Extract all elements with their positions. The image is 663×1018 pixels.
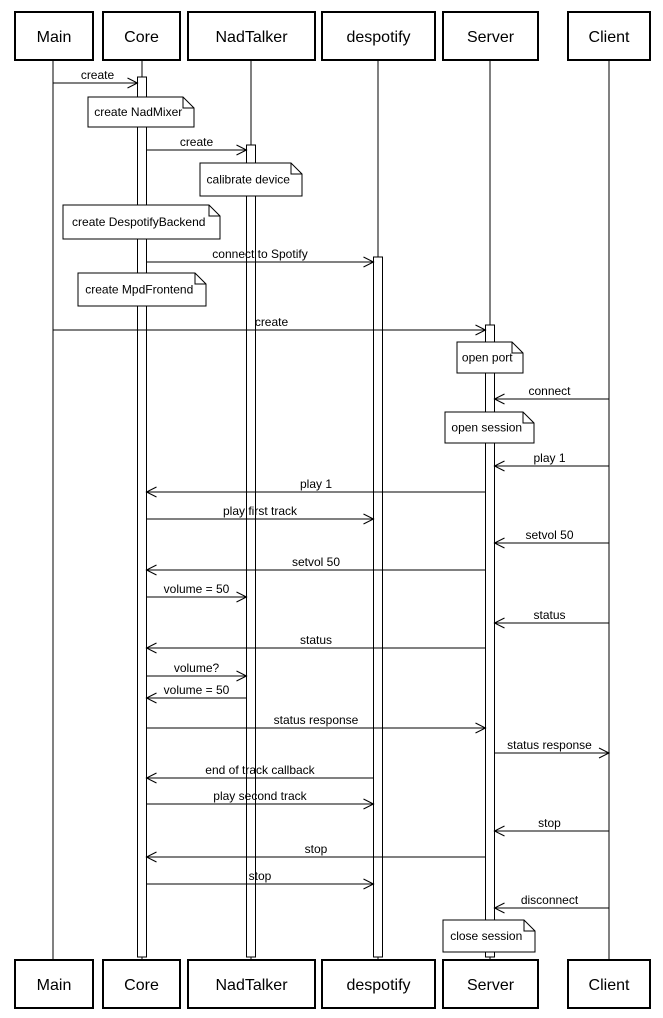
message-label: create [254, 315, 289, 329]
message-label: play 1 [533, 451, 566, 465]
message-label: end of track callback [205, 763, 315, 777]
actor-label-bottom-Server: Server [466, 977, 515, 994]
actor-label-bottom-Main: Main [36, 977, 72, 994]
actor-label-top-Client: Client [588, 29, 630, 46]
note-label: calibrate device [206, 172, 290, 187]
actor-label-top-NadTalker: NadTalker [215, 29, 288, 46]
actor-label-bottom-Core: Core [124, 977, 159, 994]
message-label: status [533, 608, 566, 622]
note-label: open port [461, 350, 513, 365]
message-label: create [80, 68, 115, 82]
message-label: play first track [222, 504, 298, 518]
message-label: setvol 50 [525, 528, 574, 542]
activation-bar-despotify [374, 257, 383, 957]
message-label: stop [248, 869, 272, 883]
message-label: volume = 50 [163, 683, 230, 697]
message-label: volume? [173, 661, 220, 675]
message-label: volume = 50 [163, 582, 230, 596]
note-label: create MpdFrontend [85, 282, 194, 297]
note-label: open session [451, 420, 523, 435]
message-label: connect [528, 384, 571, 398]
note-label: close session [450, 929, 523, 943]
message-label: stop [538, 816, 561, 830]
message-label: play 1 [299, 477, 333, 491]
message-label: status response [507, 738, 592, 752]
note-label: create NadMixer [94, 105, 183, 119]
message-label: stop [304, 842, 328, 856]
message-label: status [299, 633, 333, 647]
message-label: play second track [213, 789, 307, 803]
actor-label-bottom-Client: Client [588, 977, 630, 994]
message-label: status response [273, 713, 359, 727]
message-label: create [179, 135, 214, 149]
actor-label-bottom-despotify: despotify [346, 977, 411, 994]
actor-label-top-Core: Core [124, 29, 159, 46]
message-label: connect to Spotify [212, 247, 308, 261]
actor-label-top-despotify: despotify [346, 29, 411, 46]
actor-label-top-Main: Main [36, 29, 72, 46]
note-label: create DespotifyBackend [72, 215, 206, 229]
activation-bar-NadTalker [247, 145, 256, 957]
actor-label-bottom-NadTalker: NadTalker [215, 977, 288, 994]
actor-label-top-Server: Server [466, 29, 515, 46]
message-label: setvol 50 [291, 555, 341, 569]
message-label: disconnect [520, 893, 579, 907]
